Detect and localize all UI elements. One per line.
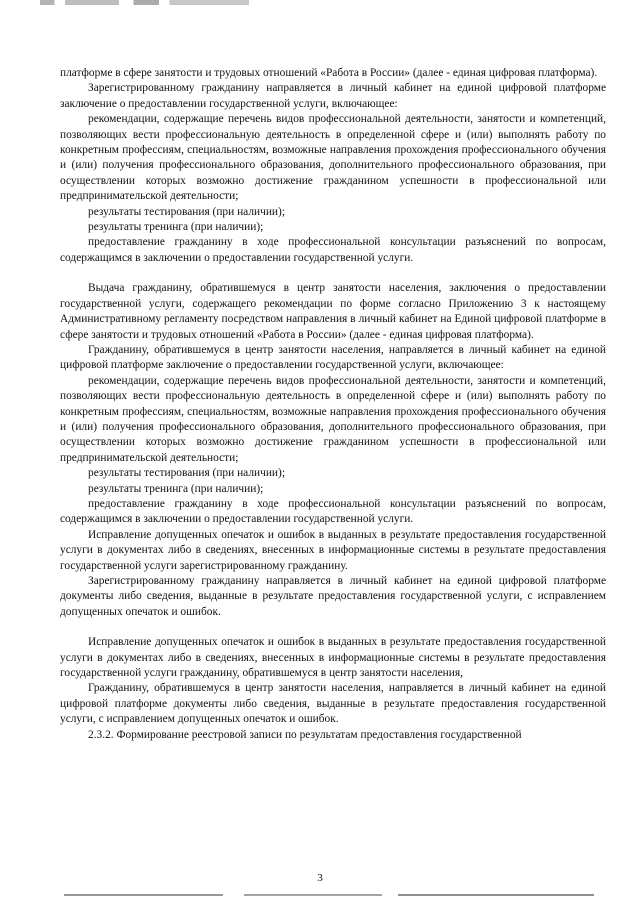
- paragraph: Зарегистрированному гражданину направляется в личный кабинет на единой цифровой платформе документы либо сведения, выданные в результате предоставления государственной услуги, с исправлением допущенных опечаток и ошибок.: [60, 575, 606, 618]
- paragraph: Гражданину, обратившемуся в центр занятости населения, направляется в личный кабинет на единой цифровой платформе документы либо сведения, выданные в результате предоставления государственной услуги, с исправлением допущенных опечаток и ошибок.: [60, 682, 606, 726]
- scan-artifact-top: [40, 0, 400, 5]
- paragraph: предоставление гражданину в ходе профессиональной консультации разъяснений по вопросам, содержащимся в заключении о предоставлении государственной услуги.: [60, 497, 606, 526]
- paragraph: результаты тестирования (при наличии);: [88, 205, 285, 218]
- paragraph: результаты тренинга (при наличии);: [88, 482, 264, 495]
- paragraph: результаты тестирования (при наличии);: [88, 467, 285, 480]
- paragraph: 2.3.2. Формирование реестровой записи по результатам предоставления государственной: [88, 728, 522, 741]
- document-body: [60, 66, 606, 743]
- paragraph: предоставление гражданину в ходе профессиональной консультации разъяснений по вопросам, содержащимся в заключении о предоставлении государственной услуги.: [60, 236, 606, 264]
- paragraph: Исправление допущенных опечаток и ошибок в выданных в результате предоставления государственной услуги в документах либо в сведениях, внесенных в информационные системы в результате предоставления государственной услуги зарегистрированному гражданину.: [60, 528, 606, 572]
- paragraph: рекомендации, содержащие перечень видов профессиональной деятельности, занятости и компетенций, позволяющих вести профессиональную деятельность в определенной сфере и (или) выполнять работу по конкретным профессиям, специальностям, возможные направления прохождения профессионального обучения и (или) получения профессионального образования, дополнительного профессионального образования, при осуществлении которых возможно достижение гражданином успешности в профессиональной или предпринимательской деятельности;: [60, 113, 606, 203]
- paragraph: платформе в сфере занятости и трудовых отношений «Работа в России» (далее - единая цифровая платформа).: [60, 67, 598, 79]
- paragraph: Исправление допущенных опечаток и ошибок в выданных в результате предоставления государственной услуги в документах либо в сведениях, внесенных в информационные системы в результате предоставления государственной услуги гражданину, обратившемуся в центр занятости населения,: [60, 636, 606, 680]
- paragraph: Выдача гражданину, обратившемуся в центр занятости населения, заключения о предоставлении государственной услуги, содержащего рекомендации по форме согласно Приложению 3 к настоящему Административному регламенту посредством направления в личный кабинет на Единой цифровой платформе в сфере занятости и трудовых отношений «Работа в России» (далее - единая цифровая платформа).: [60, 282, 606, 341]
- paragraph: результаты тренинга (при наличии);: [88, 221, 264, 234]
- scan-artifact-bottom: [64, 894, 594, 896]
- paragraph: рекомендации, содержащие перечень видов профессиональной деятельности, занятости и компетенций, позволяющих вести профессиональную деятельность в определенной сфере и (или) выполнять работу по конкретным профессиям, специальностям, возможные направления прохождения профессионального обучения и (или) получения профессионального образования, дополнительного профессионального образования, при осуществлении которых возможно достижение гражданином успешности в профессиональной или предпринимательской деятельности;: [60, 374, 606, 464]
- paragraph: Гражданину, обратившемуся в центр занятости населения, направляется в личный кабинет на единой цифровой платформе заключение о предоставлении государственной услуги, включающее:: [60, 343, 606, 372]
- page-number: 3: [317, 872, 323, 884]
- paragraph: Зарегистрированному гражданину направляется в личный кабинет на единой цифровой платформе заключение о предоставлении государственной услуги, включающее:: [60, 82, 606, 110]
